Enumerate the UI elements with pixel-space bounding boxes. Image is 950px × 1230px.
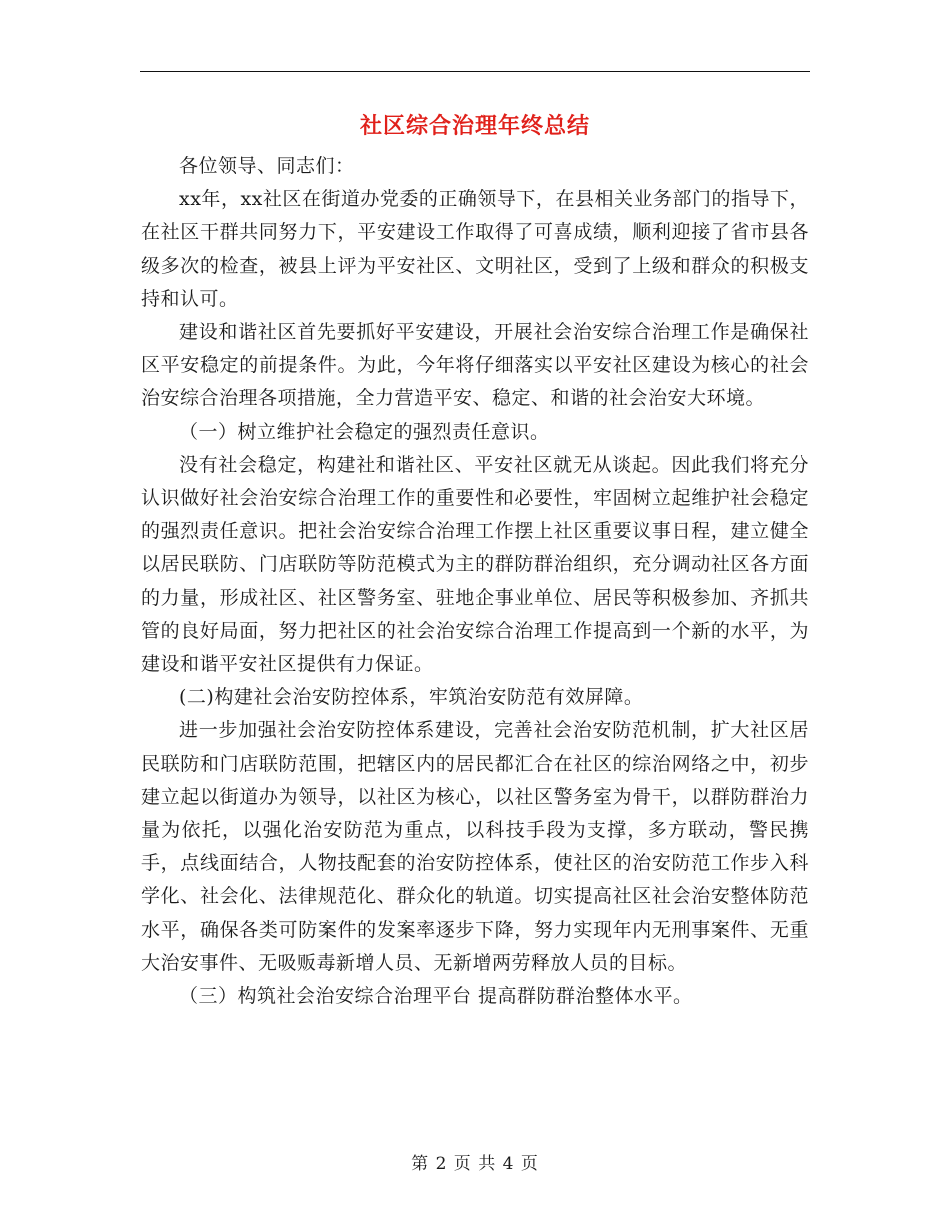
paragraph-overview: 建设和谐社区首先要抓好平安建设，开展社会治安综合治理工作是确保社区平安稳定的前提条件。为此，今年将仔细落实以平安社区建设为核心的社会治安综合治理各项措施，全力营造平安、稳定、和谐的社会治安大环境。 — [141, 321, 809, 410]
section-heading-3: （三）构筑社会治安综合治理平台 提高群防群治整体水平。 — [179, 985, 693, 1008]
paragraph-intro: xx年，xx社区在街道办党委的正确领导下，在县相关业务部门的指导下，在社区干群共同努力下，平安建设工作取得了可喜成绩，顺利迎接了省市县各级多次的检查，被县上评为平安社区、文明社区，受到了上级和群众的积极支持和认可。 — [141, 188, 809, 310]
page-number-footer: 第 2 页 共 4 页 — [411, 1154, 539, 1174]
document-body — [141, 150, 809, 1013]
paragraph-greeting: 各位领导、同志们： — [179, 155, 355, 177]
section-heading-1: （一）树立维护社会稳定的强烈责任意识。 — [179, 420, 550, 443]
paragraph-section-2: 进一步加强社会治安防控体系建设，完善社会治安防范机制，扩大社区居民联防和门店联防范围，把辖区内的居民都汇合在社区的综治网络之中，初步建立起以街道办为领导，以社区为核心，以社区警务室为骨干，以群防群治力量为依托，以强化治安防范为重点，以科技手段为支撑，多方联动，警民携手，点线面结合，人物技配套的治安防控体系，使社区的治安防范工作步入科学化、社会化、法律规范化、群众化的轨道。切实提高社区社会治安整体防范水平，确保各类可防案件的发案率逐步下降，努力实现年内无刑事案件、无重大治安事件、无吸贩毒新增人员、无新增两劳释放人员的目标。 — [141, 719, 809, 974]
header-rule — [140, 71, 810, 72]
paragraph-section-1: 没有社会稳定，构建社和谐社区、平安社区就无从谈起。因此我们将充分认识做好社会治安综合治理工作的重要性和必要性，牢固树立起维护社会稳定的强烈责任意识。把社会治安综合治理工作摆上社区重要议事日程，建立健全以居民联防、门店联防等防范模式为主的群防群治组织，充分调动社区各方面的力量，形成社区、社区警务室、驻地企事业单位、居民等积极参加、齐抓共管的良好局面，努力把社区的社会治安综合治理工作提高到一个新的水平，为建设和谐平安社区提供有力保证。 — [141, 453, 809, 676]
document-title: 社区综合治理年终总结 — [359, 113, 590, 139]
section-heading-2: (二)构建社会治安防控体系，牢筑治安防范有效屏障。 — [179, 686, 644, 709]
